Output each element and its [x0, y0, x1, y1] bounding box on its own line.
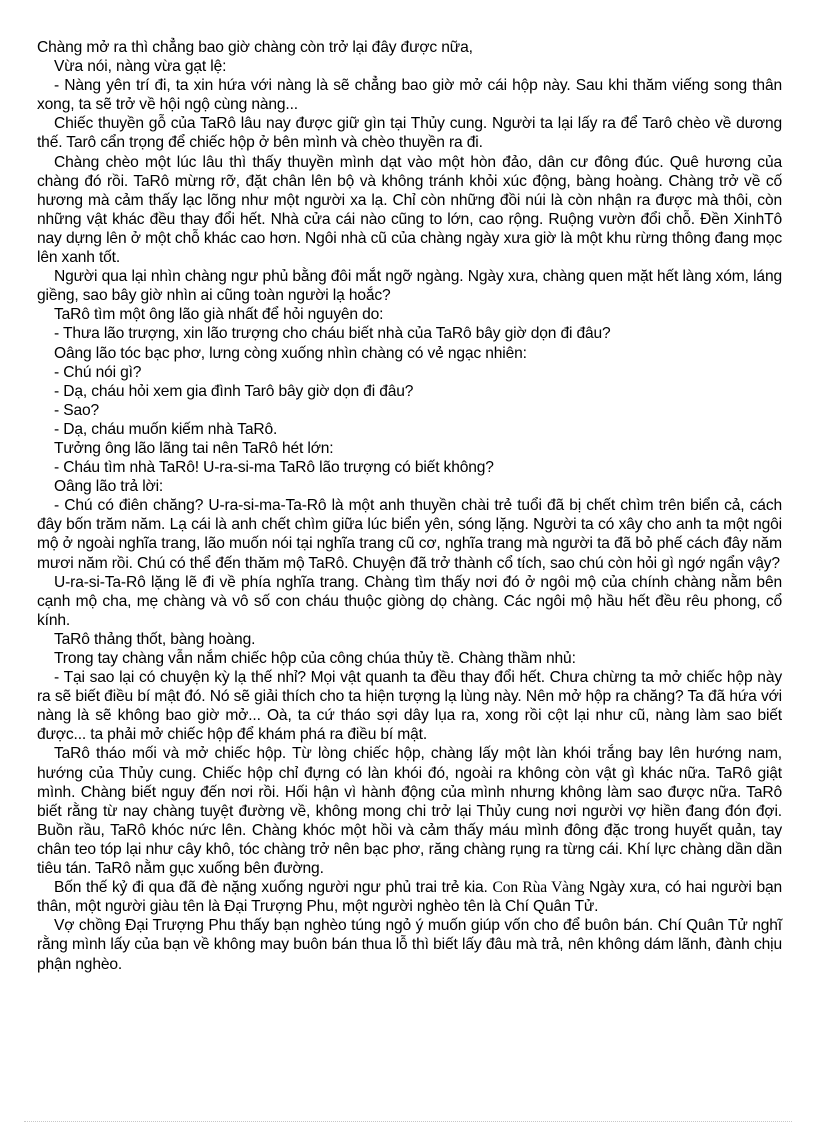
paragraph: - Sao? [54, 401, 100, 419]
paragraph: - Dạ, cháu hỏi xem gia đình Tarô bây giờ dọn đi đâu? [54, 382, 414, 400]
paragraph: - Nàng yên trí đi, ta xin hứa với nàng là sẽ chẳng bao giờ mở cái hộp này. Sau khi thăm viếng song thân xong, ta sẽ trở về hội ngộ cùng nàng... [37, 77, 782, 114]
paragraph: Chàng chèo một lúc lâu thì thấy thuyền mình dạt vào một hòn đảo, dân cư đông đúc. Quê hương của chàng đó rồi. TaRô mừng rỡ, đặt chân lên bộ và không tránh khỏi xúc động, bàng hoàng. Chàng trở về cố hương mà cảm thấy lạc lõng như một người xa lạ. Chỉ còn những đồi núi là còn nhận ra được mà thôi, còn những vật khác đều thay đổi hết. Nhà cửa cái nào cũng to lớn, cao rộng. Ruộng vườn đổi chỗ. Đền XinhTô nay dựng lên ở một chỗ khác cao hơn. Ngôi nhà cũ của chàng ngày xưa giờ là một khu rừng thông đang mọc lên xanh tốt. [37, 153, 782, 267]
paragraph [37, 878, 782, 916]
paragraph: - Thưa lão trượng, xin lão trượng cho cháu biết nhà của TaRô bây giờ dọn đi đâu? [54, 325, 611, 343]
paragraph: - Tại sao lại có chuyện kỳ lạ thế nhỉ? Mọi vật quanh ta đều thay đổi hết. Chưa chừng ta mở chiếc hộp này ra sẽ biết điều bí mật đó. Nó sẽ giải thích cho ta hiện tượng lạ lùng này. Nên mở hộp ra chăng? Ta đã hứa với nàng là sẽ không bao giờ mở... Oà, ta cứ tháo sợi dây lụa ra, xong rồi cột lại như cũ, nàng làm sao biết được... ta phải mở chiếc hộp để khám phá ra điều bí mật. [37, 669, 782, 744]
paragraph: - Cháu tìm nhà TaRô! U-ra-si-ma TaRô lão trượng có biết không? [54, 459, 494, 477]
paragraph: TaRô thảng thốt, bàng hoàng. [54, 630, 256, 648]
paragraph-text: Bốn thế kỷ đi qua đã đè nặng xuống người ngư phủ trai trẻ kia. [54, 879, 493, 897]
paragraph-text: Ngày xưa, có hai người bạn thân, một người giàu tên là Đại Trượng Phu, một người nghèo tên là Chí Quân Tử. [37, 879, 783, 916]
paragraph: Oâng lão tóc bạc phơ, lưng còng xuống nhìn chàng có vẻ ngạc nhiên: [54, 344, 527, 362]
paragraph: Oâng lão trả lời: [54, 478, 164, 496]
paragraph: - Chú nói gì? [54, 363, 142, 381]
document-body [37, 38, 782, 974]
paragraph: Người qua lại nhìn chàng ngư phủ bằng đôi mắt ngỡ ngàng. Ngày xưa, chàng quen mặt hết làng xóm, láng giềng, sao bây giờ nhìn ai cũng toàn người lạ hoắc? [37, 268, 782, 305]
paragraph: Vừa nói, nàng vừa gạt lệ: [54, 58, 227, 76]
paragraph: TaRô tìm một ông lão già nhất để hỏi nguyên do: [54, 306, 384, 324]
paragraph: Chiếc thuyền gỗ của TaRô lâu nay được giữ gìn tại Thủy cung. Người ta lại lấy ra để Tarô chèo về dương thế. Tarô cẩn trọng để chiếc hộp ở bên mình và chèo thuyền ra đi. [37, 115, 782, 152]
paragraph: U-ra-si-Ta-Rô lặng lẽ đi về phía nghĩa trang. Chàng tìm thấy nơi đó ở ngôi mộ của chính chàng nằm bên cạnh mộ cha, mẹ chàng và vô số con cháu thuộc giòng dọ chàng. Các ngôi mộ hầu hết đều rêu phong, cổ kính. [37, 573, 782, 629]
page-bottom-rule [24, 1121, 792, 1122]
paragraph: Trong tay chàng vẫn nắm chiếc hộp của công chúa thủy tề. Chàng thầm nhủ: [54, 650, 576, 667]
paragraph: - Dạ, cháu muốn kiếm nhà TaRô. [54, 420, 278, 438]
paragraph: Chàng mở ra thì chẳng bao giờ chàng còn trở lại đây được nữa, [37, 39, 473, 56]
story-title: Con Rùa Vàng [492, 879, 585, 897]
paragraph: Vợ chồng Đại Trượng Phu thấy bạn nghèo túng ngỏ ý muốn giúp vốn cho để buôn bán. Chí Quân Tử nghĩ rằng mình lấy của bạn về không may buôn bán thua lỗ thì biết lấy đâu mà trả, nên không dám lãnh, đành chịu phận nghèo. [37, 917, 782, 973]
paragraph: TaRô tháo mối và mở chiếc hộp. Từ lòng chiếc hộp, chàng lấy một làn khói trắng bay lên hướng nam, hướng của Thủy cung. Chiếc hộp chỉ đựng có làn khói đó, ngoài ra không còn vật gì khác nữa. TaRô giật mình. Chàng biết nguy đến nơi rồi. Hối hận vì hành động của mình nhưng không làm sao được nữa. TaRô biết rằng từ nay chàng tuyệt đường về, không mong chi trở lại Thủy cung nơi người vợ hiền đang đón đợi. Buồn rầu, TaRô khóc nức lên. Chàng khóc một hồi và cảm thấy máu mình đông đặc trong huyết quản, tay chân teo tóp lại như cây khô, tóc chàng trở nên bạc phơ, răng chàng rụng ra từng cái. Khí lực chàng dần dần tiêu tán. TaRô nằm gục xuống bên đường. [37, 745, 782, 878]
paragraph: Tưởng ông lão lãng tai nên TaRô hét lớn: [54, 439, 334, 457]
paragraph: - Chú có điên chăng? U-ra-si-ma-Ta-Rô là một anh thuyền chài trẻ tuổi đã bị chết chìm trên biển cả, cách đây bốn trăm năm. Lạ cái là anh chết chìm giữa lúc biển yên, sóng lặng. Người ta có xây cho anh ta một ngôi mộ ở ngoài nghĩa trang, lão muốn nói tại nghĩa trang cũ cơ, nghĩa trang mà người ta đã bỏ phế cách đây năm mươi năm rồi. Chú có thể đến thăm mộ TaRô. Chuyện đã trở thành cổ tích, sao chú còn hỏi gì ngớ ngẩn vậy? [37, 497, 782, 572]
